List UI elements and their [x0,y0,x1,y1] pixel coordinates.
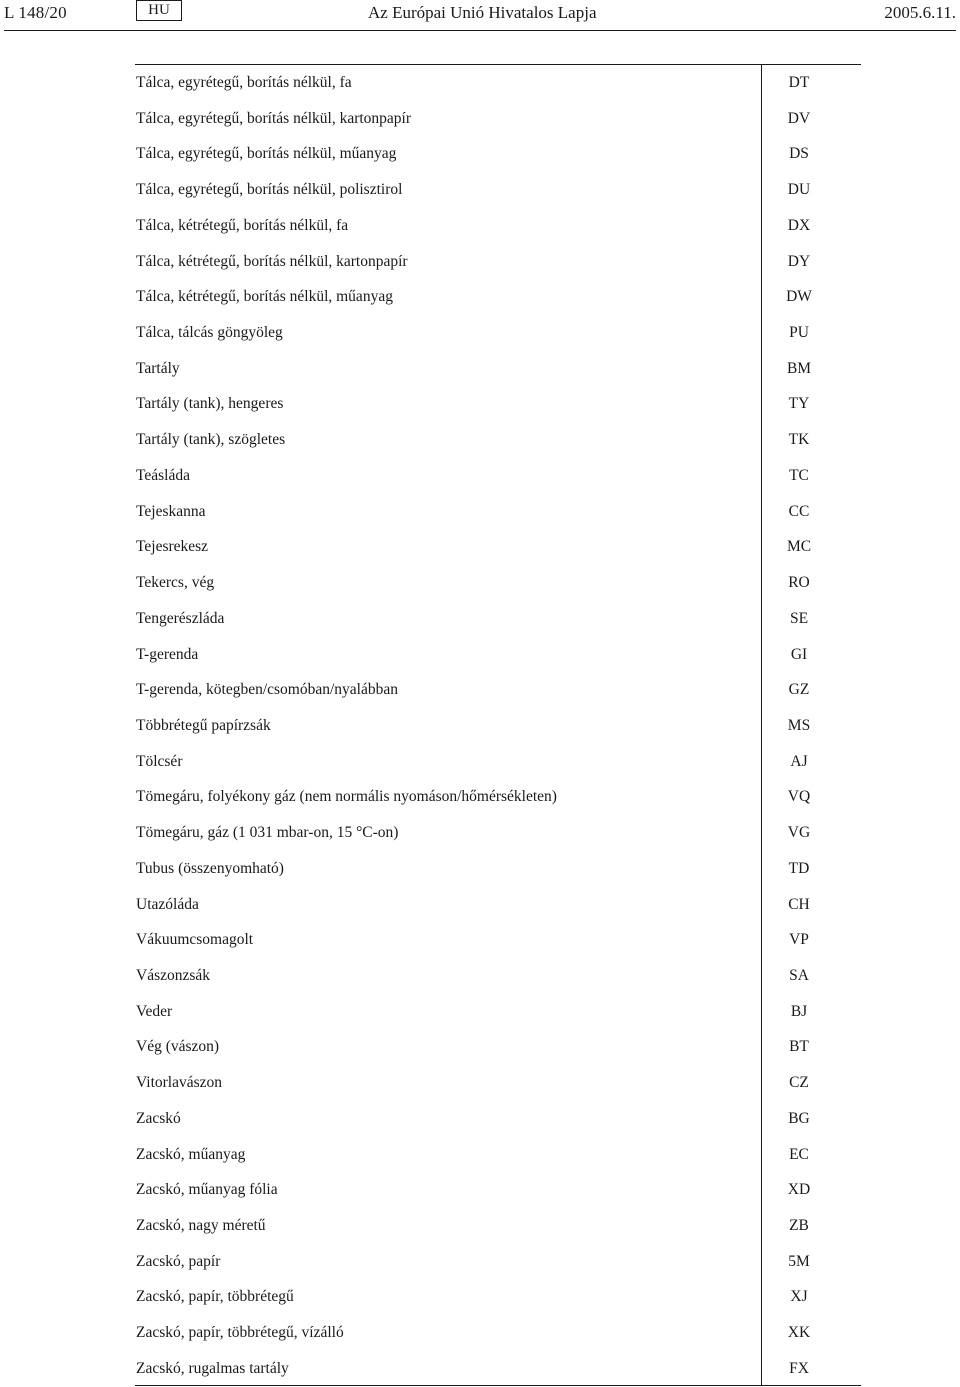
table-row [135,1137,861,1173]
packaging-code: DX [787,216,811,234]
table-row [135,351,861,387]
table-row [135,101,861,137]
packaging-code: BG [788,1109,810,1127]
table-row [135,1029,861,1065]
packaging-type-name: Vég (vászon) [136,1038,220,1056]
table-row [135,672,861,708]
packaging-code: CZ [789,1074,809,1092]
page-header [0,0,960,30]
packaging-code: FX [789,1359,809,1377]
packaging-type-name: Többrétegű papírzsák [136,716,271,734]
packaging-code: TD [788,859,810,877]
packaging-type-name: Tömegáru, gáz (1 031 mbar-on, 15 °C-on) [136,824,399,842]
packaging-code: TK [788,431,810,449]
packaging-type-name: Zacskó, papír, többrétegű, vízálló [136,1324,344,1342]
packaging-type-name: T-gerenda [136,645,199,663]
table-row [135,386,861,422]
packaging-type-name: Zacskó, műanyag fólia [136,1181,278,1199]
packaging-type-name: Tölcsér [136,752,183,770]
packaging-code: DS [789,145,809,163]
packaging-code: SE [789,609,809,627]
packaging-code: CH [788,895,810,913]
packaging-code: XD [787,1181,811,1199]
table-row [135,494,861,530]
table-body [135,65,861,1387]
table-row [135,244,861,280]
header-divider [4,30,956,31]
packaging-type-name: Tálca, kétrétegű, borítás nélkül, műanyag [136,288,393,306]
packaging-code: BT [789,1038,809,1056]
packaging-code: VP [789,931,809,949]
publication-date: 2005.6.11. [884,3,956,22]
table-row [135,1279,861,1315]
table-row [135,779,861,815]
packaging-code: MS [787,716,811,734]
packaging-code: GZ [788,681,810,699]
packaging-code: GI [790,645,808,663]
packaging-type-name: Tálca, kétrétegű, borítás nélkül, fa [136,216,349,234]
table-row [135,1351,861,1387]
table-row [135,601,861,637]
table-row [135,422,861,458]
table-row [135,887,861,923]
table-row [135,172,861,208]
packaging-code: DT [788,74,810,91]
packaging-code: TC [789,466,809,484]
table-row [135,1244,861,1280]
packaging-code: XK [787,1324,811,1342]
page-reference: L 148/20 [4,3,67,22]
packaging-type-name: Tartály (tank), szögletes [136,431,286,449]
packaging-code: VQ [787,788,811,806]
packaging-type-name: Teásláda [136,466,190,484]
packaging-code: PU [789,324,809,342]
packaging-code: XJ [790,1288,808,1306]
table-row [135,529,861,565]
table-row [135,1172,861,1208]
packaging-type-name: Tejesrekesz [136,538,209,556]
packaging-type-name: Vitorlavászon [136,1074,223,1092]
packaging-code: DU [787,181,811,199]
packaging-type-name: Tálca, tálcás göngyöleg [136,324,283,342]
packaging-type-name: Tartály [136,359,180,377]
table-row [135,815,861,851]
packaging-type-name: Vákuumcsomagolt [136,931,254,949]
packaging-type-name: Zacskó, műanyag [136,1145,246,1163]
packaging-type-name: Vászonzsák [136,966,211,984]
packaging-code: 5M [788,1252,810,1270]
packaging-code: MC [786,538,812,556]
table-row [135,851,861,887]
table-row [135,565,861,601]
packaging-code: DV [787,109,811,127]
packaging-type-name: Tubus (összenyomható) [136,859,284,877]
packaging-type-name: Zacskó, rugalmas tartály [136,1359,289,1377]
table-row [135,315,861,351]
packaging-type-name: Tálca, egyrétegű, borítás nélkül, kartonpapír [136,109,412,127]
language-badge: HU [136,0,182,21]
packaging-code: SA [789,966,809,984]
packaging-code: DY [787,252,811,270]
packaging-type-name: Tengerészláda [136,609,225,627]
packaging-type-name: Veder [136,1002,173,1020]
packaging-code: TY [788,395,810,413]
table-row [135,708,861,744]
table-row [135,637,861,673]
table-row [135,458,861,494]
packaging-code: BJ [790,1002,808,1020]
packaging-code: BM [786,359,812,377]
table-row [135,958,861,994]
table-row [135,208,861,244]
packaging-type-name: Tartály (tank), hengeres [136,395,284,413]
packaging-type-name: Tejeskanna [136,502,206,520]
journal-title: Az Európai Unió Hivatalos Lapja [368,3,597,22]
packaging-code-table [135,64,861,1387]
table-row [135,136,861,172]
table-row [135,1101,861,1137]
packaging-code: EC [789,1145,809,1163]
table-row [135,994,861,1030]
packaging-type-name: Zacskó [136,1109,181,1127]
packaging-code: ZB [789,1217,809,1234]
table-row [135,922,861,958]
packaging-type-name: Zacskó, papír [136,1252,221,1270]
packaging-type-name: Utazóláda [136,895,199,913]
table-row [135,744,861,780]
packaging-type-name: Tálca, egyrétegű, borítás nélkül, fa [136,74,352,91]
packaging-code: AJ [790,752,808,770]
packaging-type-name: Tömegáru, folyékony gáz (nem normális nyomáson/hőmérsékleten) [136,788,557,806]
packaging-type-name: Tálca, kétrétegű, borítás nélkül, kartonpapír [136,252,408,270]
packaging-code: VG [787,824,811,842]
table-row [135,65,861,101]
table-row [135,279,861,315]
table-row [135,1315,861,1351]
table-row [135,1065,861,1101]
packaging-type-name: T-gerenda, kötegben/csomóban/nyalábban [136,681,398,699]
table-row [135,1208,861,1244]
packaging-type-name: Tekercs, vég [136,574,215,592]
packaging-code: CC [788,502,810,520]
packaging-code: RO [788,574,810,592]
packaging-type-name: Zacskó, papír, többrétegű [136,1288,294,1306]
packaging-code: DW [786,288,812,306]
packaging-type-name: Tálca, egyrétegű, borítás nélkül, polisztirol [136,181,403,199]
packaging-type-name: Tálca, egyrétegű, borítás nélkül, műanyag [136,145,397,163]
packaging-type-name: Zacskó, nagy méretű [136,1217,266,1234]
